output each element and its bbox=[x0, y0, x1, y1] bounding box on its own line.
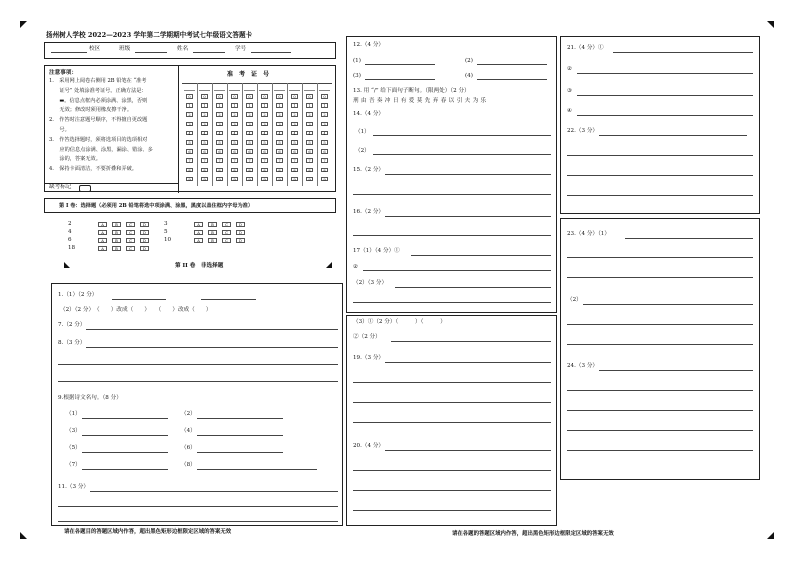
q21-item-3: ③ bbox=[567, 88, 573, 94]
exam-id-bubble[interactable]: 6 bbox=[306, 149, 313, 154]
choice-question-number: 3 bbox=[164, 221, 168, 227]
q22-answer-4[interactable] bbox=[567, 195, 753, 196]
campus-label: 校区 bbox=[89, 46, 101, 52]
q24-answer-5[interactable] bbox=[567, 450, 753, 451]
exam-id-bubble[interactable]: 0 bbox=[291, 94, 298, 99]
exam-id-bubble[interactable]: 3 bbox=[276, 122, 283, 127]
exam-id-bubble[interactable]: 5 bbox=[186, 140, 193, 145]
q17-answer-2[interactable] bbox=[363, 270, 551, 271]
notice-line: 无效；修改时须用橡皮擦干净。 bbox=[49, 107, 133, 114]
q19-answer-3[interactable] bbox=[353, 402, 551, 403]
notice-box bbox=[44, 65, 336, 192]
choice-option-bubble[interactable]: C bbox=[222, 222, 231, 227]
q1-answer-2[interactable] bbox=[201, 299, 256, 300]
q8-answer-2[interactable] bbox=[58, 364, 338, 365]
q14-item-2: （2） bbox=[355, 148, 370, 154]
q17-answer-5[interactable] bbox=[391, 341, 551, 342]
q23-label: 23.（4 分）（1） bbox=[567, 231, 610, 237]
q20-label: 20.（4 分） bbox=[353, 443, 385, 449]
q21-item-4: ④ bbox=[567, 108, 573, 114]
exam-id-bubble[interactable]: 9 bbox=[291, 177, 298, 182]
exam-id-bubble[interactable]: 2 bbox=[216, 112, 223, 117]
notice-line: 应的信息点涂满、涂黑，漏涂、错涂、多 bbox=[49, 146, 153, 153]
choice-option-bubble[interactable]: A bbox=[194, 238, 203, 243]
q24-answer-2[interactable] bbox=[567, 390, 753, 391]
corner-mark-tr bbox=[767, 21, 774, 28]
q9-answer-line[interactable] bbox=[82, 435, 168, 436]
exam-id-column-divider bbox=[302, 83, 303, 186]
q21-answer-3[interactable] bbox=[577, 95, 753, 96]
exam-id-bubble[interactable]: 5 bbox=[261, 140, 268, 145]
exam-id-bubble[interactable]: 9 bbox=[231, 177, 238, 182]
exam-id-bubble[interactable]: 0 bbox=[306, 94, 313, 99]
q12-label: 12.（4 分） bbox=[353, 42, 385, 48]
exam-id-bubble[interactable]: 7 bbox=[291, 158, 298, 163]
exam-id-column-divider bbox=[242, 83, 243, 186]
choice-question-number: 4 bbox=[68, 229, 72, 235]
exam-id-bubble[interactable]: 8 bbox=[261, 168, 268, 173]
notice-line: 2. 作答时注意题号顺序，不得擅自更改题 bbox=[49, 117, 148, 124]
q16-answer-2[interactable] bbox=[353, 235, 551, 236]
exam-id-bubble[interactable]: 7 bbox=[306, 158, 313, 163]
exam-id-write-cell[interactable] bbox=[274, 85, 285, 91]
exam-id-bubble[interactable]: 4 bbox=[201, 131, 208, 136]
q7-answer[interactable] bbox=[86, 329, 338, 330]
exam-id-bubble[interactable]: 0 bbox=[216, 94, 223, 99]
q12-item-2: (2) bbox=[465, 58, 473, 64]
q16-answer-1[interactable] bbox=[385, 216, 551, 217]
q19-answer-1[interactable] bbox=[385, 362, 551, 363]
choice-option-bubble[interactable]: B bbox=[112, 238, 121, 243]
q9-answer-line[interactable] bbox=[82, 452, 168, 453]
exam-id-bubble[interactable]: 3 bbox=[186, 122, 193, 127]
choice-question-number: 2 bbox=[68, 221, 72, 227]
exam-id-bubble[interactable]: 4 bbox=[186, 131, 193, 136]
answer-box-col2-top bbox=[346, 36, 557, 313]
q9-item-label: （3） bbox=[66, 428, 81, 434]
corner-mark-br bbox=[767, 532, 774, 539]
choice-option-bubble[interactable]: D bbox=[140, 238, 149, 243]
exam-id-bubble[interactable]: 5 bbox=[321, 140, 328, 145]
q9-item-label: （6） bbox=[181, 445, 196, 451]
exam-id-bubble[interactable]: 6 bbox=[276, 149, 283, 154]
exam-id-bubble[interactable]: 4 bbox=[276, 131, 283, 136]
q7-label: 7.（2 分） bbox=[58, 322, 86, 328]
choice-question-number: 18 bbox=[68, 245, 76, 251]
exam-id-bubble[interactable]: 6 bbox=[231, 149, 238, 154]
exam-id-bubble[interactable]: 9 bbox=[306, 177, 313, 182]
exam-id-bubble[interactable]: 7 bbox=[321, 158, 328, 163]
q9-label: 9.根据诗文名句。（8 分） bbox=[58, 395, 122, 401]
choice-question-number: 10 bbox=[164, 237, 172, 243]
choice-option-bubble[interactable]: C bbox=[222, 238, 231, 243]
exam-id-bubble[interactable]: 8 bbox=[231, 168, 238, 173]
exam-id-bubble[interactable]: 1 bbox=[246, 103, 253, 108]
q24-answer-1[interactable] bbox=[599, 370, 753, 371]
choice-option-bubble[interactable]: A bbox=[98, 222, 107, 227]
choice-question-number: 5 bbox=[164, 229, 168, 235]
q23-answer-4[interactable] bbox=[583, 304, 753, 305]
choice-option-bubble[interactable]: B bbox=[208, 230, 217, 235]
choice-option-bubble[interactable]: D bbox=[236, 238, 245, 243]
choice-option-bubble[interactable]: C bbox=[126, 238, 135, 243]
q11-label: 11.（3 分） bbox=[58, 484, 90, 490]
exam-id-write-cell[interactable] bbox=[259, 85, 270, 91]
exam-id-bubble[interactable]: 6 bbox=[201, 149, 208, 154]
choice-option-bubble[interactable]: B bbox=[208, 238, 217, 243]
exam-id-bubble[interactable]: 8 bbox=[291, 168, 298, 173]
absent-checkbox[interactable] bbox=[79, 185, 91, 192]
q24-answer-3[interactable] bbox=[567, 410, 753, 411]
q22-label: 22.（3 分） bbox=[567, 128, 599, 134]
exam-id-bubble[interactable]: 3 bbox=[291, 122, 298, 127]
exam-id-bubble[interactable]: 0 bbox=[231, 94, 238, 99]
answer-box-col1 bbox=[51, 283, 343, 526]
q22-answer-1[interactable] bbox=[599, 135, 747, 136]
exam-id-bubble[interactable]: 9 bbox=[276, 177, 283, 182]
exam-id-bubble[interactable]: 0 bbox=[246, 94, 253, 99]
q9-answer-line[interactable] bbox=[197, 418, 283, 419]
exam-id-bubble[interactable]: 5 bbox=[246, 140, 253, 145]
exam-id-bubble[interactable]: 2 bbox=[201, 112, 208, 117]
q23-answer-5[interactable] bbox=[567, 324, 753, 325]
exam-id-write-cell[interactable] bbox=[229, 85, 240, 91]
exam-id-write-cell[interactable] bbox=[289, 85, 300, 91]
exam-id-bubble[interactable]: 1 bbox=[186, 103, 193, 108]
q9-item-label: （5） bbox=[66, 445, 81, 451]
choice-area bbox=[44, 222, 336, 262]
exam-id-bubble[interactable]: 2 bbox=[276, 112, 283, 117]
q22-answer-2[interactable] bbox=[567, 155, 753, 156]
exam-id-bubble[interactable]: 8 bbox=[186, 168, 193, 173]
q20-answer-3[interactable] bbox=[353, 490, 551, 491]
q23-answer-6[interactable] bbox=[567, 344, 753, 345]
notice-line: 号。 bbox=[49, 127, 70, 133]
exam-id-write-cell[interactable] bbox=[244, 85, 255, 91]
name-field[interactable] bbox=[193, 52, 225, 53]
choice-option-bubble[interactable]: A bbox=[98, 238, 107, 243]
exam-id-bubble[interactable]: 2 bbox=[246, 112, 253, 117]
exam-id-bubble[interactable]: 5 bbox=[276, 140, 283, 145]
exam-id-bubble[interactable]: 9 bbox=[261, 177, 268, 182]
q12-item-1: (1) bbox=[353, 58, 361, 64]
q9-answer-line[interactable] bbox=[197, 435, 283, 436]
q12-answer-2[interactable] bbox=[477, 64, 547, 65]
choice-option-bubble[interactable]: D bbox=[236, 222, 245, 227]
exam-id-bubble[interactable]: 9 bbox=[246, 177, 253, 182]
notice-title: 注意事项： bbox=[49, 70, 77, 76]
q11-answer-1[interactable] bbox=[90, 491, 338, 492]
exam-id-bubble[interactable]: 7 bbox=[276, 158, 283, 163]
exam-id-grid bbox=[182, 83, 332, 186]
choice-option-bubble[interactable]: A bbox=[194, 230, 203, 235]
q9-item-label: （8） bbox=[181, 462, 196, 468]
exam-id-bubble[interactable]: 3 bbox=[261, 122, 268, 127]
exam-id-bubble[interactable]: 0 bbox=[261, 94, 268, 99]
choice-option-bubble[interactable]: D bbox=[140, 246, 149, 251]
q22-answer-3[interactable] bbox=[567, 175, 753, 176]
exam-id-bubble[interactable]: 5 bbox=[306, 140, 313, 145]
exam-id-bubble[interactable]: 6 bbox=[291, 149, 298, 154]
exam-id-bubble[interactable]: 4 bbox=[261, 131, 268, 136]
mid-mark-right bbox=[326, 262, 332, 268]
part1-title: 第 I 卷：选择题（必须用 2B 铅笔将选中项涂满、涂黑，黑度以盖住框内字母为准） bbox=[59, 203, 254, 209]
exam-id-column-divider bbox=[317, 83, 318, 186]
q12-item-4: (4) bbox=[465, 73, 473, 79]
sheet-title: 扬州树人学校 2022—2023 学年第二学期期中考试七年级语文答题卡 bbox=[46, 31, 253, 39]
exam-id-bubble[interactable]: 1 bbox=[231, 103, 238, 108]
q16-label: 16.（2 分） bbox=[353, 209, 385, 215]
choice-option-bubble[interactable]: A bbox=[98, 230, 107, 235]
q15-answer-1[interactable] bbox=[385, 174, 551, 175]
q20-answer-2[interactable] bbox=[353, 470, 551, 471]
exam-id-title: 准 考 证 号 bbox=[227, 71, 270, 78]
q21-answer-4[interactable] bbox=[577, 115, 753, 116]
exam-id-column-divider bbox=[212, 83, 213, 186]
choice-option-bubble[interactable]: A bbox=[98, 246, 107, 251]
q15-label: 15.（2 分） bbox=[353, 167, 385, 173]
exam-id-bubble[interactable]: 7 bbox=[261, 158, 268, 163]
q9-item-label: （1） bbox=[66, 411, 81, 417]
corner-mark-bl bbox=[20, 532, 27, 539]
exam-id-bubble[interactable]: 1 bbox=[201, 103, 208, 108]
exam-id-bubble[interactable]: 4 bbox=[291, 131, 298, 136]
exam-id-bubble[interactable]: 0 bbox=[276, 94, 283, 99]
exam-id-bubble[interactable]: 1 bbox=[276, 103, 283, 108]
exam-id-bubble[interactable]: 7 bbox=[246, 158, 253, 163]
choice-option-bubble[interactable]: B bbox=[112, 230, 121, 235]
answer-box-col2-bottom bbox=[346, 315, 557, 526]
q1-answer-1[interactable] bbox=[112, 299, 166, 300]
part2-title: 第 II 卷 非选择题 bbox=[175, 263, 224, 269]
q14-answer-2[interactable] bbox=[373, 154, 551, 155]
q9-answer-line[interactable] bbox=[197, 452, 283, 453]
exam-id-write-cell[interactable] bbox=[199, 85, 210, 91]
exam-id-bubble[interactable]: 2 bbox=[291, 112, 298, 117]
id-field[interactable] bbox=[251, 52, 291, 53]
q9-answer-line[interactable] bbox=[197, 469, 317, 470]
q23b-label: （2） bbox=[567, 297, 582, 303]
exam-id-bubble[interactable]: 5 bbox=[231, 140, 238, 145]
exam-id-bubble[interactable]: 2 bbox=[231, 112, 238, 117]
q19-answer-2[interactable] bbox=[353, 382, 551, 383]
notice-line: 涂的，答案无效。 bbox=[49, 156, 101, 163]
exam-id-bubble[interactable]: 3 bbox=[201, 122, 208, 127]
exam-id-bubble[interactable]: 8 bbox=[216, 168, 223, 173]
q14-item-1: （1） bbox=[355, 129, 370, 135]
q20-answer-1[interactable] bbox=[385, 450, 551, 451]
exam-id-bubble[interactable]: 3 bbox=[216, 122, 223, 127]
choice-option-bubble[interactable]: D bbox=[140, 230, 149, 235]
q14-answer-1[interactable] bbox=[373, 135, 551, 136]
exam-id-bubble[interactable]: 1 bbox=[306, 103, 313, 108]
choice-option-bubble[interactable]: C bbox=[126, 246, 135, 251]
exam-id-bubble[interactable]: 7 bbox=[231, 158, 238, 163]
exam-id-bubble[interactable]: 1 bbox=[261, 103, 268, 108]
q17-answer-3[interactable] bbox=[395, 287, 551, 288]
exam-id-bubble[interactable]: 0 bbox=[201, 94, 208, 99]
choice-option-bubble[interactable]: A bbox=[194, 222, 203, 227]
col2-footer: 请在各题的答题区域内作答，超出黑色矩形边框限定区域的答案无效 bbox=[452, 531, 614, 537]
q17-label: 17（1）（4 分）① bbox=[353, 248, 400, 254]
exam-id-bubble[interactable]: 3 bbox=[321, 122, 328, 127]
q13-label: 13. 用 “/” 给下面句子断句。（限两处）（2 分） bbox=[353, 88, 470, 94]
choice-option-bubble[interactable]: C bbox=[126, 222, 135, 227]
choice-option-bubble[interactable]: B bbox=[112, 246, 121, 251]
name-label: 姓名 bbox=[177, 46, 189, 52]
q8-answer-3[interactable] bbox=[58, 381, 338, 382]
exam-id-bubble[interactable]: 6 bbox=[216, 149, 223, 154]
choice-option-bubble[interactable]: C bbox=[126, 230, 135, 235]
q9-answer-line[interactable] bbox=[82, 418, 168, 419]
q17c-label: （2）（3 分） bbox=[353, 280, 388, 286]
choice-option-bubble[interactable]: C bbox=[222, 230, 231, 235]
q19-answer-4[interactable] bbox=[353, 422, 551, 423]
exam-id-bubble[interactable]: 4 bbox=[231, 131, 238, 136]
q23-answer-1[interactable] bbox=[625, 238, 753, 239]
q21-label: 21.（4 分）① bbox=[567, 45, 604, 51]
exam-id-bubble[interactable]: 8 bbox=[276, 168, 283, 173]
exam-id-bubble[interactable]: 4 bbox=[306, 131, 313, 136]
exam-id-bubble[interactable]: 0 bbox=[321, 94, 328, 99]
exam-id-bubble[interactable]: 8 bbox=[246, 168, 253, 173]
mid-mark-left bbox=[64, 262, 70, 268]
exam-id-bubble[interactable]: 2 bbox=[261, 112, 268, 117]
q1-label: 1.（1）（2 分） bbox=[58, 292, 98, 298]
q17d-label: （3）①（2 分）（ ）（ ） bbox=[353, 319, 446, 325]
q12-answer-4[interactable] bbox=[477, 79, 547, 80]
exam-id-bubble[interactable]: 2 bbox=[186, 112, 193, 117]
exam-id-write-cell[interactable] bbox=[184, 85, 195, 91]
exam-id-bubble[interactable]: 5 bbox=[291, 140, 298, 145]
exam-id-bubble[interactable]: 7 bbox=[216, 158, 223, 163]
exam-id-column-divider bbox=[227, 83, 228, 186]
id-label: 学号 bbox=[235, 46, 247, 52]
exam-id-bubble[interactable]: 4 bbox=[216, 131, 223, 136]
corner-mark-tl bbox=[20, 21, 27, 28]
exam-id-bubble[interactable]: 7 bbox=[201, 158, 208, 163]
exam-id-bubble[interactable]: 1 bbox=[321, 103, 328, 108]
exam-id-bubble[interactable]: 4 bbox=[321, 131, 328, 136]
q12-answer-1[interactable] bbox=[365, 64, 435, 65]
exam-id-bubble[interactable]: 9 bbox=[216, 177, 223, 182]
col1-footer: 请在各题目的答题区域内作答，超出黑色矩形边框限定区域的答案无效 bbox=[64, 529, 232, 535]
q23-answer-2[interactable] bbox=[567, 257, 753, 258]
q21-answer-1[interactable] bbox=[613, 52, 753, 53]
q1b-label: （2）（2 分） （ ）改成（ ） （ ）改成（ ） bbox=[60, 307, 212, 313]
exam-id-write-cell[interactable] bbox=[319, 85, 330, 91]
q14-label: 14.（4 分） bbox=[353, 111, 385, 117]
q21-item-2: ② bbox=[567, 66, 573, 72]
choice-option-bubble[interactable]: D bbox=[236, 230, 245, 235]
exam-id-column-divider bbox=[287, 83, 288, 186]
exam-id-column-divider bbox=[272, 83, 273, 186]
exam-id-column-divider bbox=[197, 83, 198, 186]
exam-id-bubble[interactable]: 9 bbox=[186, 177, 193, 182]
q9-answer-line[interactable] bbox=[82, 469, 168, 470]
q15-answer-2[interactable] bbox=[353, 194, 551, 195]
q12-item-3: (3) bbox=[353, 73, 361, 79]
exam-id-bubble[interactable]: 2 bbox=[306, 112, 313, 117]
notice-line: 4. 保持卡面清洁，不要折叠和弄破。 bbox=[49, 166, 137, 173]
q24-answer-4[interactable] bbox=[567, 430, 753, 431]
exam-id-bubble[interactable]: 1 bbox=[291, 103, 298, 108]
exam-id-bubble[interactable]: 7 bbox=[186, 158, 193, 163]
exam-id-bubble[interactable]: 8 bbox=[321, 168, 328, 173]
answer-box-col3-bottom bbox=[560, 218, 760, 480]
choice-question-number: 6 bbox=[68, 237, 72, 243]
q8-answer-1[interactable] bbox=[86, 347, 338, 348]
q17-answer-4[interactable] bbox=[353, 302, 551, 303]
exam-id-write-cell[interactable] bbox=[304, 85, 315, 91]
exam-id-bubble[interactable]: 3 bbox=[246, 122, 253, 127]
exam-id-bubble[interactable]: 6 bbox=[261, 149, 268, 154]
notice-line: 3. 作答选择题时，须将选项目的选项相对 bbox=[49, 136, 148, 143]
exam-id-bubble[interactable]: 8 bbox=[201, 168, 208, 173]
q9-item-label: （2） bbox=[181, 411, 196, 417]
notice-line: 1. 采用网上阅卷右侧用 2B 铅笔在 “准考 bbox=[49, 78, 147, 84]
exam-id-bubble[interactable]: 3 bbox=[306, 122, 313, 127]
student-info-box bbox=[44, 42, 336, 59]
q21-answer-2[interactable] bbox=[577, 73, 753, 74]
q17b-label: ② bbox=[353, 264, 359, 270]
choice-option-bubble[interactable]: D bbox=[140, 222, 149, 227]
exam-id-bubble[interactable]: 0 bbox=[186, 94, 193, 99]
q9-item-label: （7） bbox=[66, 462, 81, 468]
exam-id-bubble[interactable]: 9 bbox=[201, 177, 208, 182]
q24-label: 24.（3 分） bbox=[567, 363, 599, 369]
notice-line: 证号” 处填涂准考证号。正确方法是： bbox=[49, 87, 147, 94]
exam-id-bubble[interactable]: 1 bbox=[216, 103, 223, 108]
q11-answer-2[interactable] bbox=[58, 506, 338, 507]
q9-answers bbox=[66, 412, 336, 482]
q23-answer-3[interactable] bbox=[567, 277, 753, 278]
absent-label: 缺考标记 bbox=[49, 184, 72, 190]
answer-box-col3-top bbox=[560, 36, 760, 214]
exam-id-bubble[interactable]: 5 bbox=[201, 140, 208, 145]
q13-text[interactable]: 刑 由 吾 奏 冲 日 有 爱 莫 先 弃 春 以 引 夫 为 乐 bbox=[353, 98, 487, 104]
exam-id-column-divider bbox=[257, 83, 258, 186]
q19-label: 19.（3 分） bbox=[353, 355, 385, 361]
notice-line: ▬。信息点框内必须涂满、涂黑，否则 bbox=[49, 97, 148, 104]
exam-id-bubble[interactable]: 6 bbox=[321, 149, 328, 154]
choice-option-bubble[interactable]: B bbox=[208, 222, 217, 227]
exam-id-bubble[interactable]: 6 bbox=[246, 149, 253, 154]
q17e-label: ②（2 分） bbox=[353, 334, 381, 340]
q9-item-label: （4） bbox=[181, 428, 196, 434]
exam-id-bubble[interactable]: 4 bbox=[246, 131, 253, 136]
q11-answer-3[interactable] bbox=[58, 521, 338, 522]
exam-id-bubble[interactable]: 6 bbox=[186, 149, 193, 154]
choice-option-bubble[interactable]: B bbox=[112, 222, 121, 227]
q20-answer-4[interactable] bbox=[353, 510, 551, 511]
exam-id-bubble[interactable]: 9 bbox=[321, 177, 328, 182]
exam-id-bubble[interactable]: 8 bbox=[306, 168, 313, 173]
q8-label: 8.（3 分） bbox=[58, 340, 86, 346]
q17-answer-1[interactable] bbox=[411, 255, 551, 256]
q12-answer-3[interactable] bbox=[365, 79, 435, 80]
exam-id-bubble[interactable]: 2 bbox=[321, 112, 328, 117]
exam-id-bubble[interactable]: 3 bbox=[231, 122, 238, 127]
exam-id-write-cell[interactable] bbox=[214, 85, 225, 91]
class-label: 班级 bbox=[119, 46, 131, 52]
class-field[interactable] bbox=[135, 52, 167, 53]
part1-title-box bbox=[44, 198, 336, 213]
exam-id-bubble[interactable]: 5 bbox=[216, 140, 223, 145]
